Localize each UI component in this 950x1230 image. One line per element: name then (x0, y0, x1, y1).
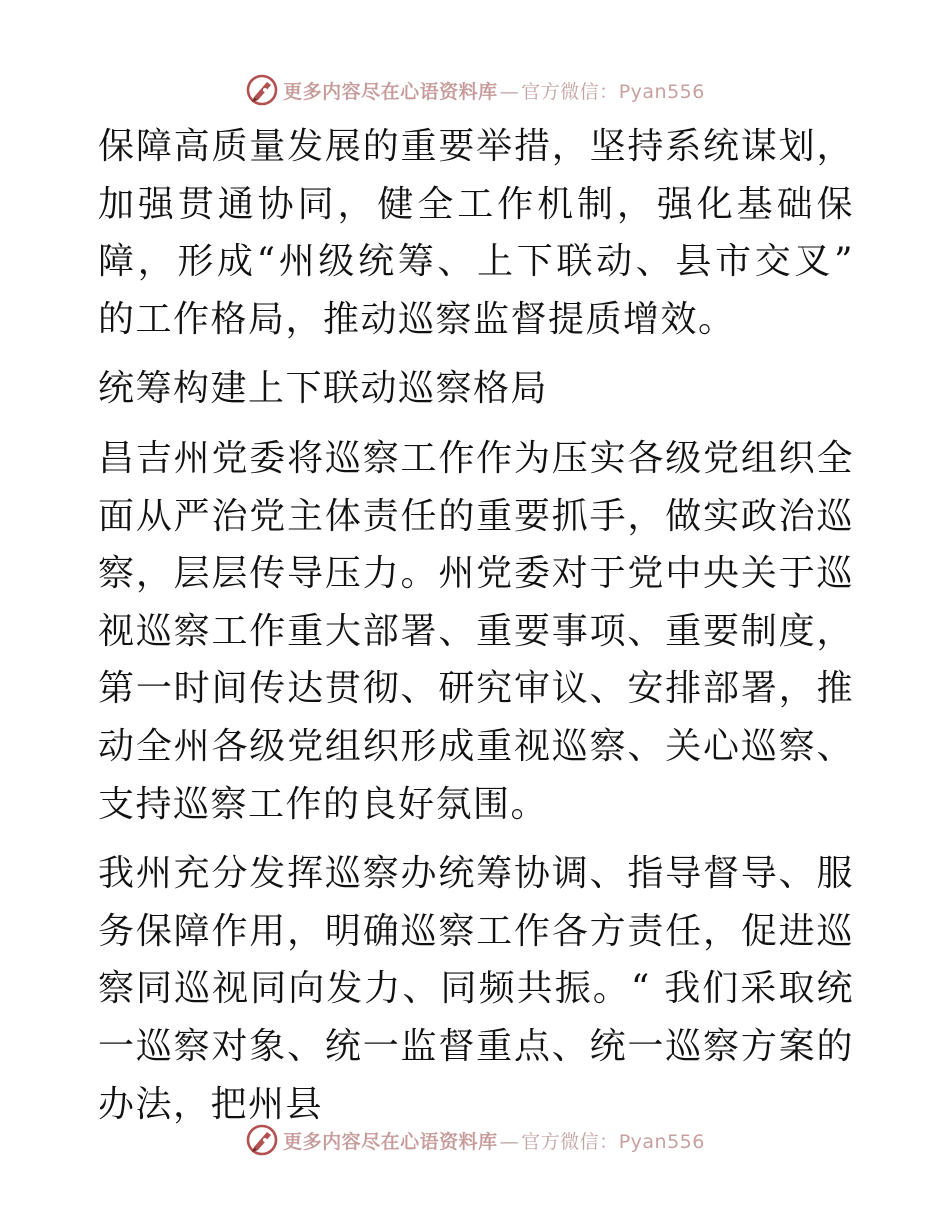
watermark-site-text: 更多内容尽在心语资料库 (283, 80, 498, 103)
watermark-separator: — (499, 1130, 520, 1153)
section-heading: 统筹构建上下联动巡察格局 (98, 368, 549, 410)
pen-logo-icon (245, 1123, 279, 1157)
watermark-wechat-id: Pyan556 (618, 1130, 705, 1153)
paragraph-2: 昌吉州党委将巡察工作作为压实各级党组织全面从严治党主体责任的重要抓手，做实政治巡察，层层传导压力。州党委对于党中央关于巡视巡察工作重大部署、重要事项、重要制度，第一时间传达贯彻、研究审议、安排部署，推动全州各级党组织形成重视巡察、关心巡察、支持巡察工作的良好氛围。 (98, 437, 854, 825)
document-body (98, 118, 854, 1145)
watermark-wechat-id: Pyan556 (618, 80, 705, 103)
footer-watermark (0, 1120, 950, 1160)
watermark-site-text: 更多内容尽在心语资料库 (283, 1130, 498, 1153)
paragraph-1: 保障高质量发展的重要举措，坚持系统谋划，加强贯通协同，健全工作机制，强化基础保障，形成“州级统筹、上下联动、县市交叉” 的工作格局，推动巡察监督提质增效。 (98, 126, 854, 340)
pen-logo-icon (245, 73, 279, 107)
watermark-wechat-label: 官方微信： (521, 80, 619, 103)
watermark-wechat-label: 官方微信： (521, 1130, 619, 1153)
watermark-separator: — (499, 80, 520, 103)
header-watermark (0, 70, 950, 110)
paragraph-3: 我州充分发挥巡察办统筹协调、指导督导、服务保障作用，明确巡察工作各方责任，促进巡察同巡视同向发力、同频共振。“ 我们采取统一巡察对象、统一监督重点、统一巡察方案的办法，把州县 (98, 853, 854, 1125)
